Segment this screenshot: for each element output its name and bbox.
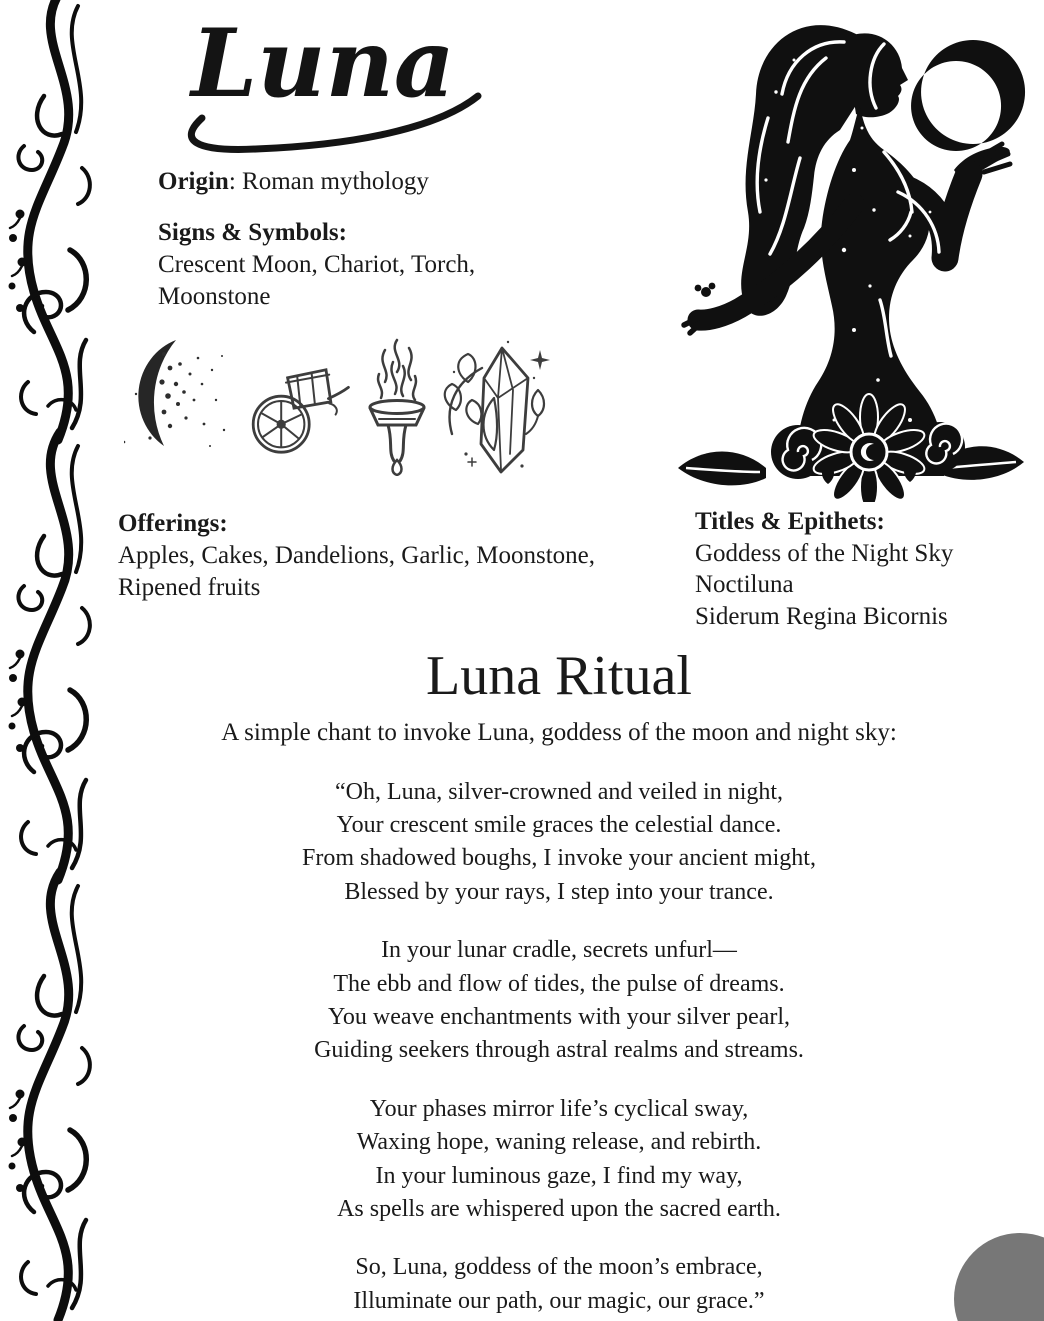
offerings-line: Ripened fruits (118, 574, 261, 601)
poem-line: In your lunar cradle, secrets unfurl— (381, 937, 737, 964)
poem-line: Your crescent smile graces the celestial dance. (336, 812, 782, 838)
poem-line: As spells are whispered upon the sacred earth. (337, 1196, 781, 1223)
signs-line: Moonstone (158, 283, 271, 310)
offerings-line: Apples, Cakes, Dandelions, Garlic, Moonstone, (118, 542, 596, 569)
deity-name-script-title (138, 0, 510, 164)
poem-line: Waxing hope, waning release, and rebirth. (356, 1129, 762, 1156)
luna-goddess-illustration (648, 0, 1040, 502)
ritual-section (104, 646, 1014, 1321)
poem-line: Illuminate our path, our magic, our grace.” (353, 1287, 765, 1314)
poem-line: Your phases mirror life’s cyclical sway, (369, 1095, 749, 1122)
offerings-label: Offerings: (118, 510, 228, 537)
epithet: Noctiluna (695, 571, 794, 598)
signs-line: Crescent Moon, Chariot, Torch, (158, 251, 476, 278)
ritual-intro: A simple chant to invoke Luna, goddess of the moon and night sky: (221, 718, 897, 746)
moonstone-crystal-icon (438, 338, 550, 478)
poem-line: Blessed by your rays, I step into your trance. (344, 878, 774, 905)
origin-row (158, 166, 475, 198)
poem-line: In your luminous gaze, I find my way, (375, 1162, 743, 1189)
poem-stanza (104, 1251, 1014, 1318)
titles-label: Titles & Epithets: (695, 508, 885, 535)
signs-label: Signs & Symbols: (158, 219, 347, 246)
poem-stanza (104, 934, 1014, 1068)
epithet: Siderum Regina Bicornis (695, 602, 948, 630)
torch-icon (357, 334, 435, 476)
poem-line: From shadowed boughs, I invoke your ancient might, (302, 845, 816, 872)
chariot-icon (246, 350, 350, 468)
poem-line: You weave enchantments with your silver pearl, (327, 1004, 791, 1031)
offerings-block (118, 508, 595, 604)
titles-epithets-block (695, 506, 953, 632)
origin-label: Origin (158, 168, 229, 195)
poem-stanza (104, 776, 1014, 910)
origin-value: : Roman mythology (228, 168, 429, 195)
ritual-heading: Luna Ritual (426, 645, 692, 707)
poem-line: So, Luna, goddess of the moon’s embrace, (355, 1254, 763, 1281)
poem-stanza (104, 1093, 1014, 1227)
crescent-moon-icon (124, 334, 236, 454)
poem-line: The ebb and flow of tides, the pulse of dreams. (333, 970, 785, 997)
crescent-moon-held (911, 40, 1025, 151)
poem-line: “Oh, Luna, silver-crowned and veiled in night, (334, 778, 784, 805)
ornamental-vine-border (0, 0, 106, 1321)
deity-info-block (158, 166, 475, 313)
page-title: Luna (191, 9, 455, 119)
epithet: Goddess of the Night Sky (695, 539, 954, 567)
poem-line: Guiding seekers through astral realms and streams. (314, 1037, 804, 1064)
